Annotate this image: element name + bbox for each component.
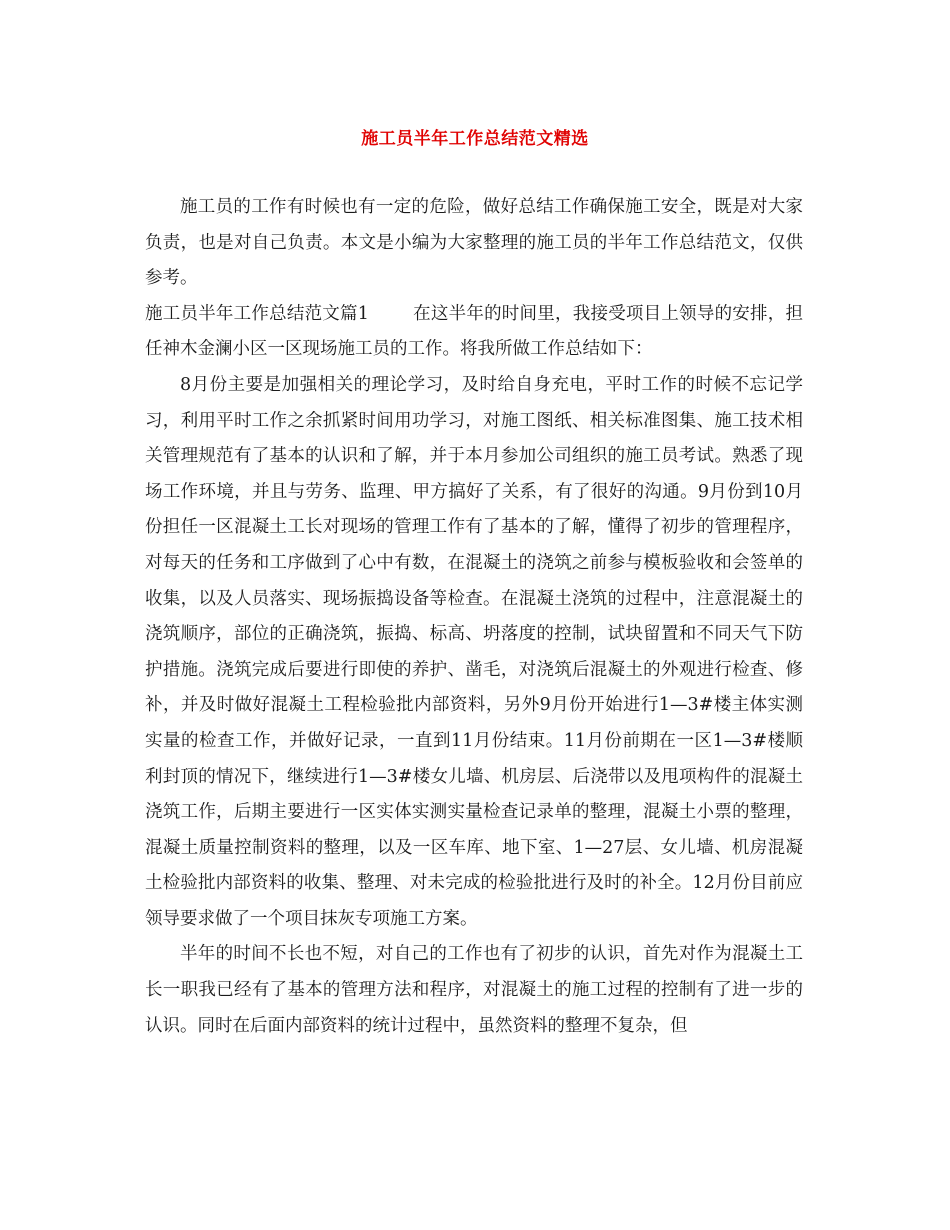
section-lead: 在这半年的时间里，我接受项目上领导的安排，担任神木金澜小区一区现场施工员的工作。将我所做工作总结如下： [145,303,804,360]
document-body [145,190,803,1044]
section-heading-line [145,297,803,368]
section-heading: 施工员半年工作总结范文篇1 [145,303,369,324]
body-paragraph-2: 半年的时间不长也不短，对自己的工作也有了初步的认识，首先对作为混凝土工长一职我已经有了基本的管理方法和程序，对混凝土的施工过程的控制有了进一步的认识。同时在后面内部资料的统计过程中，虽然资料的整理不复杂，但 [145,944,803,1036]
body-paragraph-1: 8月份主要是加强相关的理论学习，及时给自身充电，平时工作的时候不忘记学习，利用平时工作之余抓紧时间用功学习，对施工图纸、相关标准图集、施工技术相关管理规范有了基本的认识和了解，并于本月参加公司组织的施工员考试。熟悉了现场工作环境，并且与劳务、监理、甲方搞好了关系，有了很好的沟通。9月份到10月份担任一区混凝土工长对现场的管理工作有了基本的了解，懂得了初步的管理程序，对每天的任务和工序做到了心中有数，在混凝土的浇筑之前参与模板验收和会签单的收集，以及人员落实、现场振捣设备等检查。在混凝土浇筑的过程中，注意混凝土的浇筑顺序，部位的正确浇筑，振捣、标高、坍落度的控制，试块留置和不同天气下防护措施。浇筑完成后要进行即使的养护、凿毛，对浇筑后混凝土的外观进行检查、修补，并及时做好混凝土工程检验批内部资料，另外9月份开始进行1—3#楼主体实测实量的检查工作，并做好记录，一直到11月份结束。11月份前期在一区1—3#楼顺利封顶的情况下，继续进行1—3#楼女儿墙、机房层、后浇带以及甩项构件的混凝土浇筑工作，后期主要进行一区实体实测实量检查记录单的整理，混凝土小票的整理，混凝土质量控制资料的整理，以及一区车库、地下室、1—27层、女儿墙、机房混凝土检验批内部资料的收集、整理、对未完成的检验批进行及时的补全。12月份目前应领导要求做了一个项目抹灰专项施工方案。 [145,374,803,929]
intro-paragraph: 施工员的工作有时候也有一定的危险，做好总结工作确保施工安全，既是对大家负责，也是对自己负责。本文是小编为大家整理的施工员的半年工作总结范文，仅供参考。 [145,197,803,289]
document-title: 施工员半年工作总结范文精选 [361,129,589,149]
